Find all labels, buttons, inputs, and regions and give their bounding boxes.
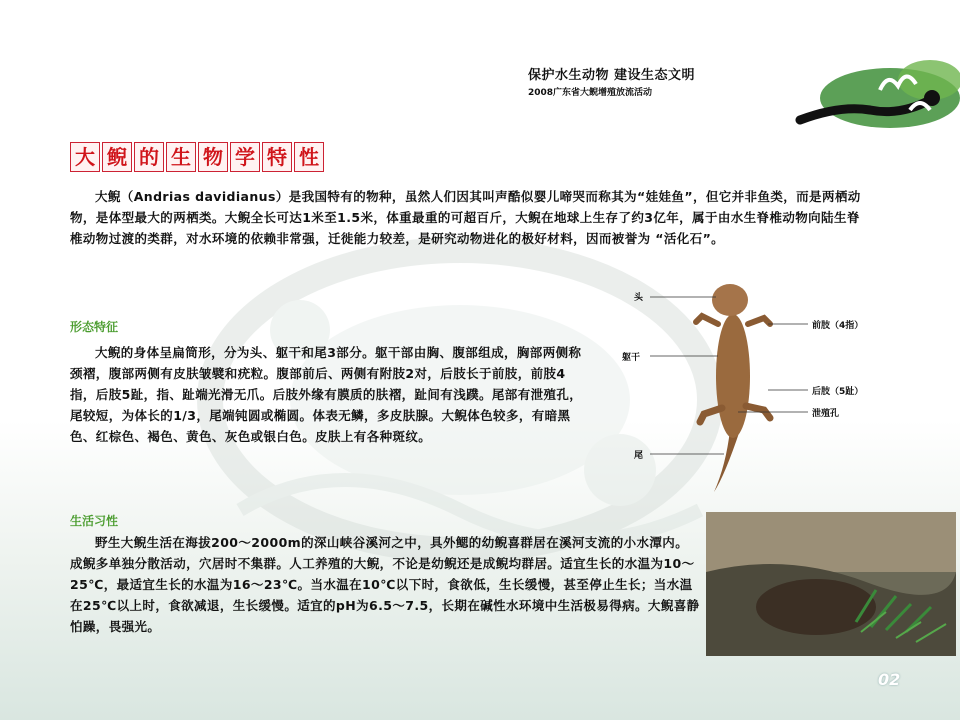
- title-char: 大: [70, 142, 100, 172]
- title-char: 物: [198, 142, 228, 172]
- salamander-habitat-photo: [706, 512, 956, 656]
- label-trunk: 躯干: [622, 353, 641, 363]
- label-head: 头: [634, 293, 644, 303]
- header-subtitle: 2008广东省大鲵增殖放流活动: [528, 88, 653, 98]
- title-char: 性: [294, 142, 324, 172]
- header-title: 保护水生动物 建设生态文明: [528, 68, 696, 83]
- label-cloaca: 泄殖孔: [812, 409, 840, 419]
- morphology-heading: 形态特征: [70, 320, 119, 334]
- label-hindlimb: 后肢（5趾）: [812, 387, 864, 397]
- label-tail: 尾: [634, 451, 644, 461]
- salamander-brush-art: [780, 50, 960, 140]
- title-char: 特: [262, 142, 292, 172]
- habits-paragraph: 野生大鲵生活在海拔200～2000m的深山峡谷溪河之中，具外鳃的幼鲵喜群居在溪河支流的小水潭内。成鲵多单独分散活动，穴居时不集群。人工养殖的大鲵，不论是幼鲵还是成鲵均群居。适宜生长的水温为10～25℃，最适宜生长的水温为16～23℃。当水温在10℃以下时，食欲低，生长缓慢，甚至停止生长；当水温在25℃以上时，食欲减退，生长缓慢。适宜的pH为6.5～7.5，长期在碱性水环境中生活极易得病。大鲵喜静怕躁，畏强光。: [70, 535, 700, 634]
- page-title: [70, 142, 326, 170]
- title-char: 鲵: [102, 142, 132, 172]
- habits-heading: 生活习性: [70, 514, 119, 528]
- salamander-diagram: [622, 280, 890, 500]
- header: [528, 64, 695, 98]
- page-number: 02: [878, 670, 901, 689]
- intro-paragraph: 大鲵（Andrias davidianus）是我国特有的物种，虽然人们因其叫声酷似婴儿啼哭而称其为“娃娃鱼”，但它并非鱼类，而是两栖动物，是体型最大的两栖类。大鲵全长可达1米至1.5米，体重最重的可超百斤，大鲵在地球上生存了约3亿年，属于由水生脊椎动物向陆生脊椎动物过渡的类群，对水环境的依赖非常强，迁徙能力较差，是研究动物进化的极好材料，因而被誉为 “活化石”。: [70, 189, 861, 246]
- morphology-paragraph: 大鲵的身体呈扁筒形，分为头、躯干和尾3部分。躯干部由胸、腹部组成，胸部两侧称颈褶，腹部两侧有皮肤皱襞和疣粒。腹部前后、两侧有附肢2对，后肢长于前肢，前肢4指，后肢5趾，指、趾端光滑无爪。后肢外缘有膜质的肤褶，趾间有浅蹼。尾部有泄殖孔，尾较短，为体长的1/3，尾端钝圆或椭圆。体表无鳞，多皮肤腺。大鲵体色较多，有暗黑色、红棕色、褐色、黄色、灰色或银白色。皮肤上有各种斑纹。: [70, 345, 583, 444]
- label-forelimb: 前肢（4指）: [812, 321, 864, 331]
- title-char: 学: [230, 142, 260, 172]
- title-char: 生: [166, 142, 196, 172]
- title-char: 的: [134, 142, 164, 172]
